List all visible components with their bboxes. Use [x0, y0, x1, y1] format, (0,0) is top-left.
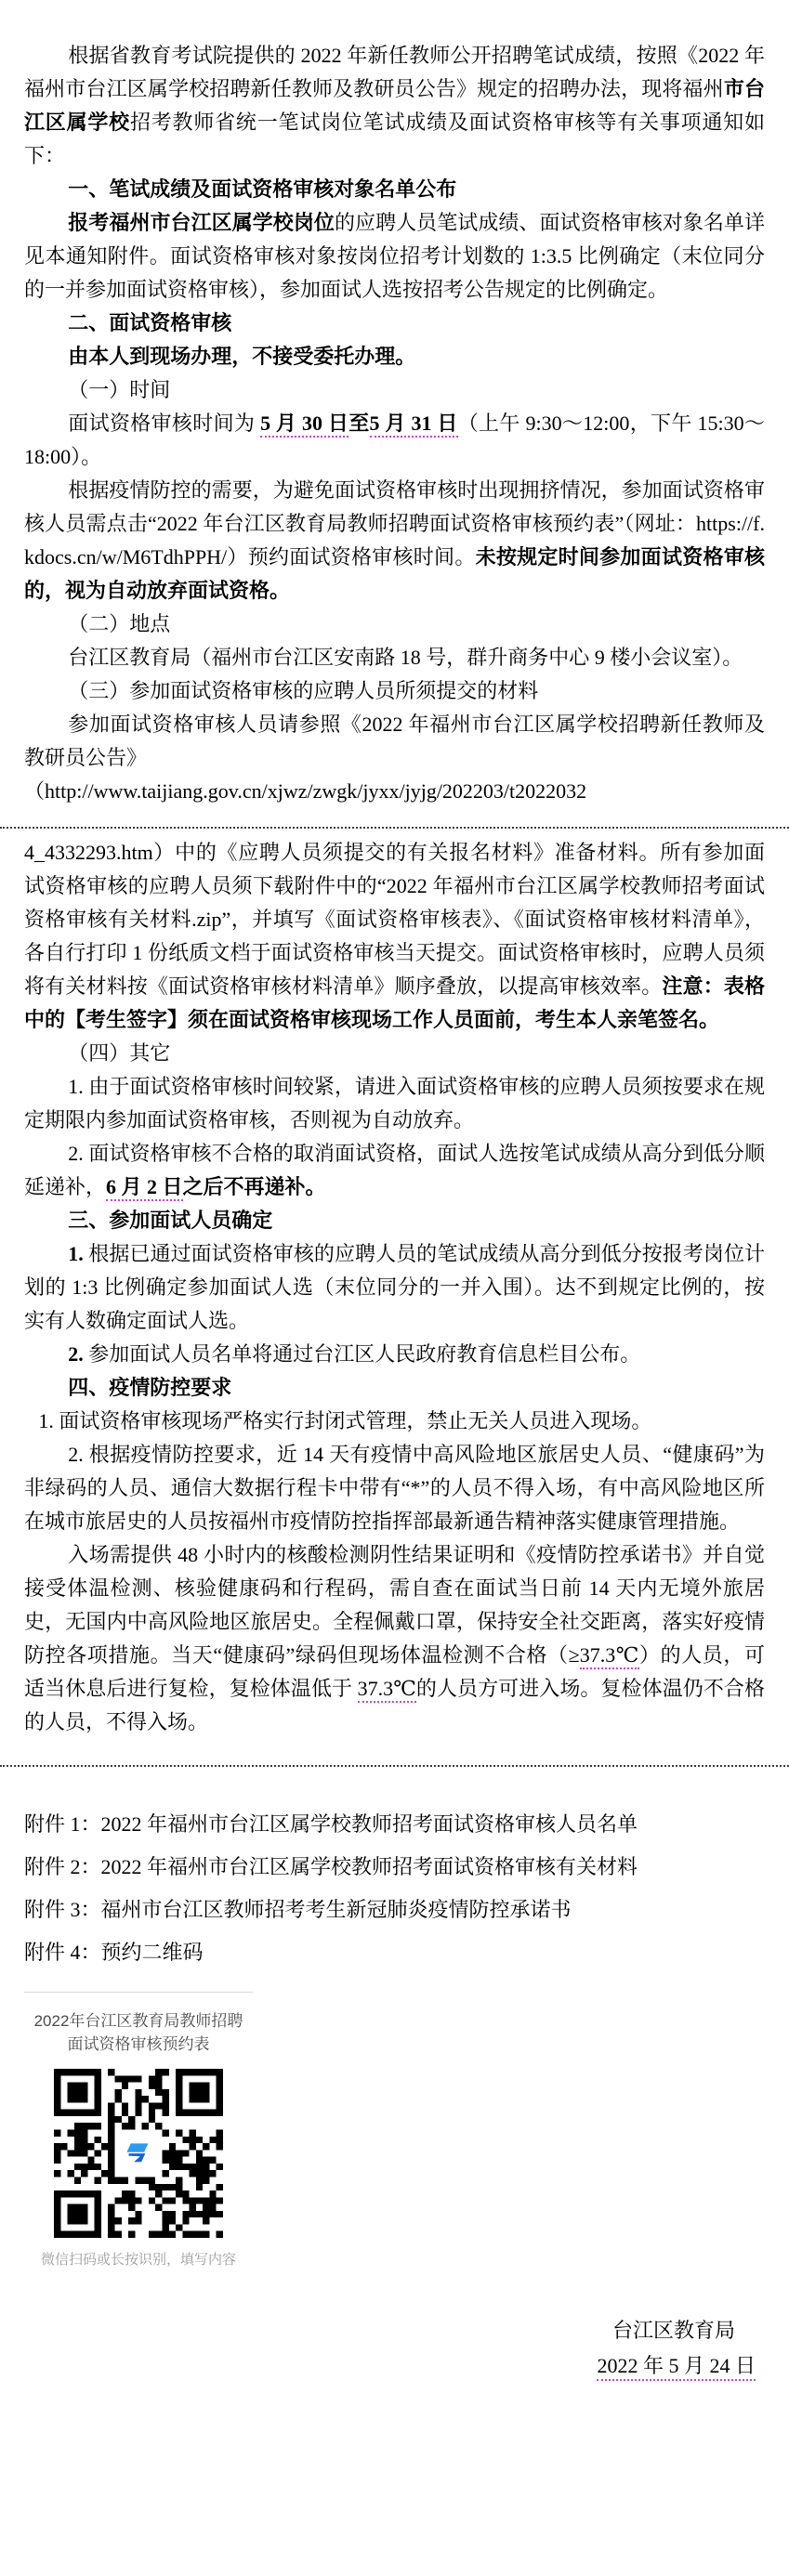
form-title-line-1: 2022年台江区教育局教师招聘: [33, 2012, 243, 2030]
text-run: 4_4332293.htm）中的《应聘人员须提交的有关报名材料》准备材料。所有参加面试资格审核的应聘人员须下载附件中的“2022 年福州市台江区属学校教师招考面试资格审核有关材料.zip”，并填写《面试资格审核表》、《面试资格审核材料清单》，各自行打印 1 份纸质文档于面试资格审核当天提交。面试资格审核时，应聘人员须将有关材料按《面试资格审核材料清单》顺序叠放，以提高审核效率。: [24, 841, 765, 998]
attachment-list: [0, 1767, 789, 1969]
text-run: 5 月 30 日: [260, 412, 348, 438]
text-run: 6 月 2 日: [106, 1175, 183, 1201]
signature-block: [0, 2313, 789, 2384]
text-run: ）预约面试资格审核时间。: [227, 545, 476, 569]
text-run: （二）地点: [68, 612, 171, 635]
heading-section-2: [24, 307, 765, 340]
text-run: （一）时间: [68, 378, 171, 401]
text-run: 2. 根据疫情防控要求，近 14 天有疫情中高风险地区旅居史人员、“健康码”为非绿码的人员、通信大数据行程卡中带有“*”的人员不得入场，有中高风险地区所在城市旅居史的人员按福州市疫情防控指挥部最新通告精神落实健康管理措施。: [24, 1443, 765, 1533]
attachment-item-4: 附件 4：预约二维码: [24, 1941, 204, 1964]
text-run: （上午 9:30～12:00，下午 15:30～18:00）。: [24, 412, 765, 468]
text-run: ）的人员，可适当休息后进行复检，复检体温低于: [24, 1643, 765, 1700]
text-run: 四、疫情防控要求: [68, 1376, 232, 1399]
qr-code: [54, 2069, 223, 2238]
text-run: https://f.kdocs.cn/w/M6TdhPPH/: [24, 512, 765, 569]
heading-materials: [24, 674, 765, 708]
text-run: 面试资格审核时间为: [68, 412, 261, 435]
text-run: 未按规定时间参加面试资格审核的，视为自动放弃面试资格。: [24, 545, 765, 602]
paragraph-other-2: [24, 1137, 765, 1204]
text-run: 报考福州市台江区属学校岗位: [68, 211, 335, 234]
text-run: 至: [348, 412, 370, 435]
heading-section-3: [24, 1204, 765, 1237]
text-run: （三）参加面试资格审核的应聘人员所须提交的材料: [68, 679, 539, 702]
form-title: [24, 2009, 253, 2056]
text-run: 台江区教育局（福州市台江区安南路 18 号，群升商务中心 9 楼小会议室）。: [68, 646, 743, 669]
attachment-item-2: 附件 2：2022 年福州市台江区属学校教师招考面试资格审核有关材料: [24, 1855, 638, 1878]
text-run: 三、参加面试人员确定: [68, 1209, 273, 1232]
text-run: （http://www.taijiang.gov.cn/xjwz/zwgk/jyxx/jyjg/202203/t2022032: [24, 779, 587, 803]
text-run: 由本人到现场办理，不接受委托办理。: [68, 345, 416, 368]
paragraph-reservation: [24, 474, 765, 608]
text-run: 根据已通过面试资格审核的应聘人员的笔试成绩从高分到低分按报考岗位计划的 1:3 比例确定参加面试人选（末位同分的一并入围）。达不到规定比例的，按实有人数确定面试人选。: [24, 1242, 765, 1332]
appointment-form-card: [24, 1992, 253, 2269]
text-run: 2. 面试资格审核不合格的取消面试资格，面试人选按笔试成绩从高分到低分顺延递补，: [24, 1142, 765, 1198]
text-run: 注意：表格中的【考生签字】须在面试资格审核现场工作人员面前，考生本人亲笔签名。: [24, 974, 765, 1031]
text-run: 一、笔试成绩及面试资格审核对象名单公布: [68, 177, 457, 201]
paragraph-intro: [24, 39, 765, 173]
text-run: （四）其它: [68, 1041, 171, 1065]
issuing-org: 台江区教育局: [611, 2319, 735, 2342]
text-run: 二、面试资格审核: [68, 311, 232, 334]
card-divider: [24, 1992, 253, 1993]
text-run: 37.3℃: [358, 1677, 416, 1703]
form-title-line-2: 面试资格审核预约表: [67, 2035, 210, 2053]
paragraph-epidemic-3: [24, 1538, 765, 1739]
paragraph-ratio: [24, 1237, 765, 1338]
kdocs-logo-icon: [117, 2132, 160, 2175]
text-run: 入场需提供 48 小时内的核酸检测阴性结果证明和《疫情防控承诺书》并自觉接受体温检测、核验健康码和行程码，需自查在面试当日前 14 天内无境外旅居史，无国内中高风险地区旅居史。全程佩戴口罩，保持安全社交距离，落实好疫情防控各项措施。当天“健康码”绿码但现场体温检测不合格（≥: [24, 1543, 765, 1667]
text-run: 5 月 31 日: [370, 412, 458, 438]
text-run: 参加面试人员名单将通过台江区人民政府教育信息栏目公布。: [88, 1342, 641, 1366]
heading-time: [24, 373, 765, 407]
text-run: 1. 由于面试资格审核时间较紧，请进入面试资格审核的应聘人员须按要求在规定期限内参加面试资格审核，否则视为自动放弃。: [24, 1075, 765, 1131]
text-run: 1. 面试资格审核现场严格实行封闭式管理，禁止无关人员进入现场。: [38, 1409, 652, 1432]
text-run: 37.3℃: [580, 1643, 639, 1669]
paragraph-epidemic-1: [24, 1405, 765, 1438]
text-run: 招考教师省统一笔试岗位笔试成绩及面试资格审核等有关事项通知如下：: [24, 111, 765, 167]
paragraph-other-1: [24, 1070, 765, 1137]
text-run: 根据省教育考试院提供的 2022 年新任教师公开招聘笔试成绩，按照《2022 年福州市台江区属学校招聘新任教师及教研员公告》规定的招聘办法，现将福州: [24, 44, 765, 100]
attachment-item-3: 附件 3：福州市台江区教师招考考生新冠肺炎疫情防控承诺书: [24, 1898, 572, 1921]
paragraph-epidemic-2: [24, 1438, 765, 1538]
heading-section-1: [24, 173, 765, 206]
issue-date: 2022 年 5 月 24 日: [597, 2354, 756, 2381]
paragraph-materials-ref: [24, 708, 765, 775]
paragraph-namelist: [24, 1338, 765, 1371]
paragraph-url-line: [24, 775, 765, 808]
text-run: 市台江区属学校: [24, 77, 765, 134]
paragraph-score-list: [24, 206, 765, 307]
paragraph-in-person: [24, 340, 765, 373]
heading-other: [24, 1037, 765, 1070]
text-run: 的应聘人员笔试成绩、面试资格审核对象名单详见本通知附件。面试资格审核对象按岗位招考计划数的 1:3.5 比例确定（末位同分的一并参加面试资格审核），参加面试人选按招考公告规定的比例确定。: [24, 211, 765, 301]
text-run: 1.: [68, 1242, 89, 1265]
heading-location: [24, 608, 765, 641]
text-run: 之后不再递补。: [182, 1175, 326, 1198]
paragraph-materials-detail: [24, 836, 765, 1037]
qr-caption: 微信扫码或长按识别，填写内容: [40, 2252, 236, 2268]
paragraph-time: [24, 407, 765, 474]
text-run: 的人员方可进入场。复检体温仍不合格的人员，不得入场。: [24, 1677, 765, 1733]
heading-section-4: [24, 1371, 765, 1405]
text-run: 2.: [68, 1342, 89, 1366]
attachment-item-1: 附件 1：2022 年福州市台江区属学校教师招考面试资格审核人员名单: [24, 1812, 638, 1836]
page-break-divider-1: [0, 827, 789, 829]
text-run: 根据疫情防控的需要，为避免面试资格审核时出现拥挤情况，参加面试资格审核人员需点击“2022 年台江区教育局教师招聘面试资格审核预约表”（网址：: [24, 478, 765, 535]
paragraph-location: [24, 641, 765, 674]
text-run: 参加面试资格审核人员请参照《2022 年福州市台江区属学校招聘新任教师及教研员公告》: [24, 713, 765, 769]
